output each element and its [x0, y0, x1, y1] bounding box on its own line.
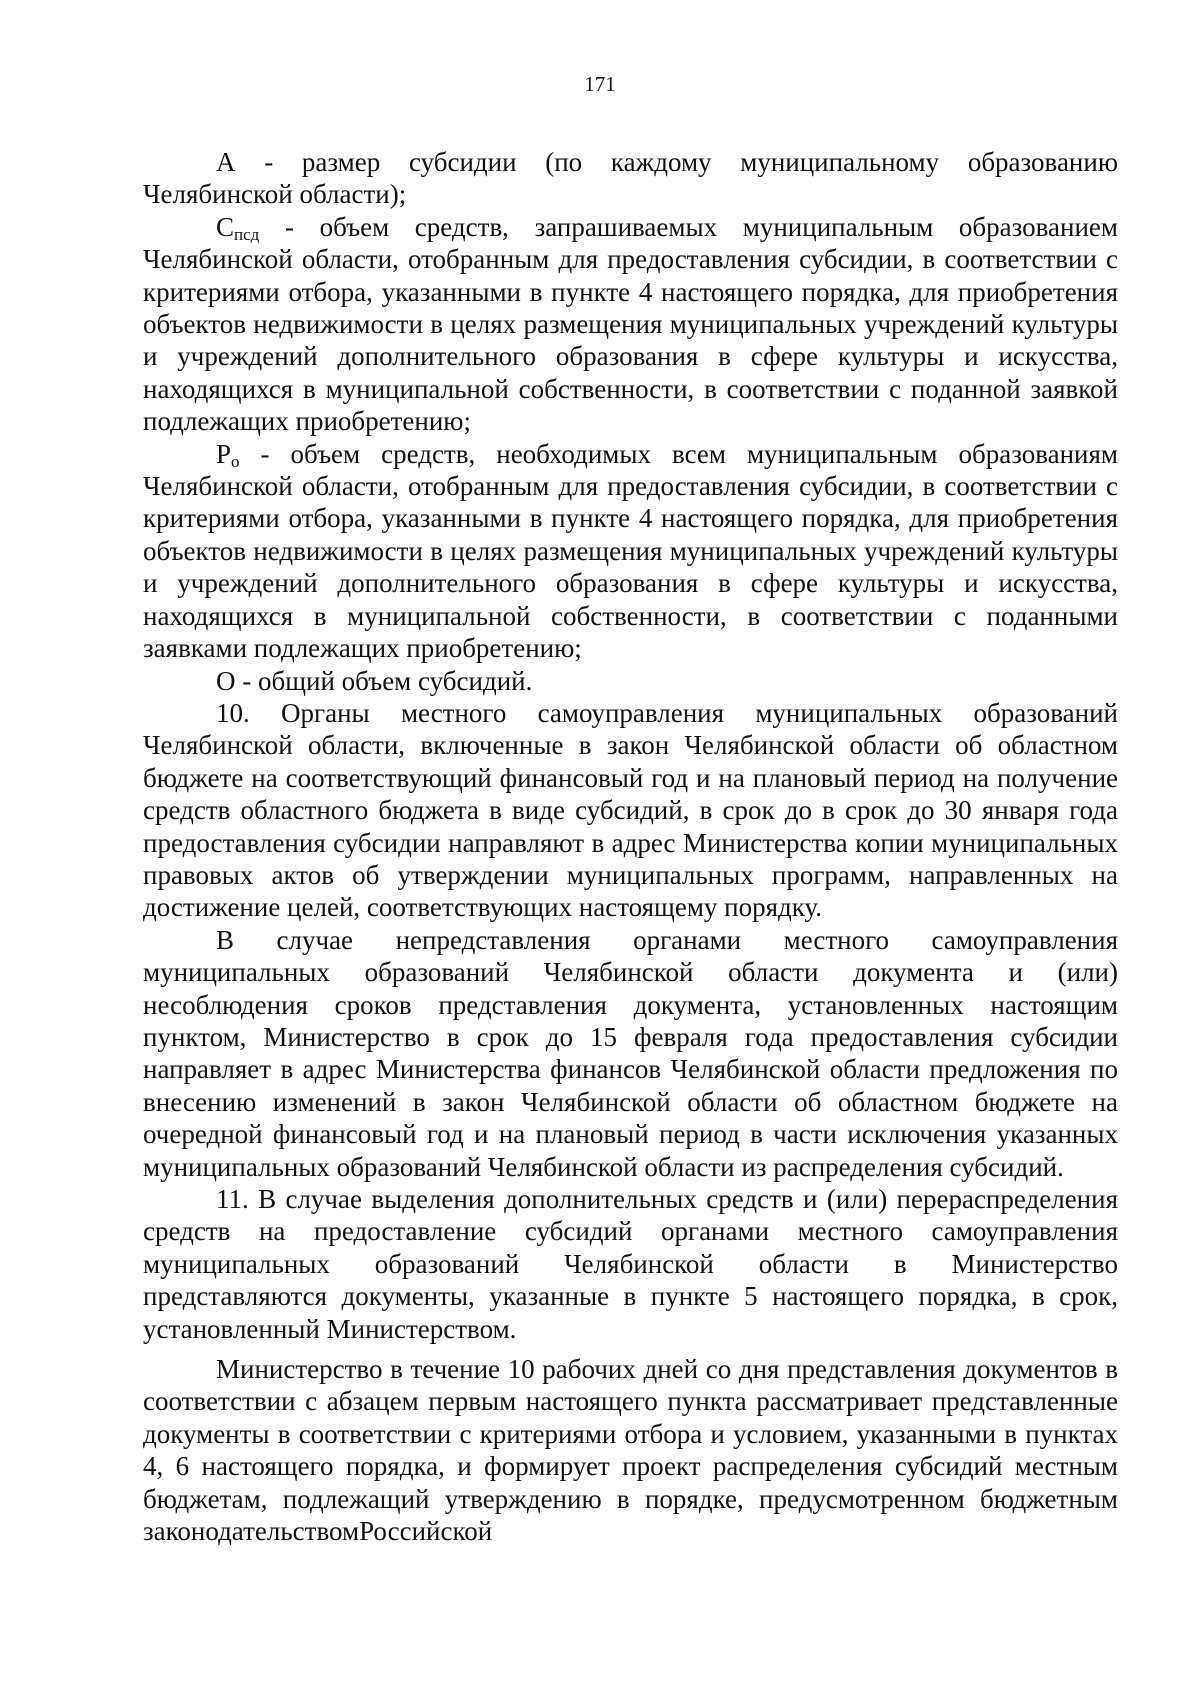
- page-number: 171: [584, 72, 616, 96]
- paragraph-clause-10-continued: [143, 924, 1118, 1183]
- paragraph-text: Органы местного самоуправления муниципальных образований Челябинской области, включенные в закон Челябинской области об областном бюджете на соответствующий финансовый год и на плановый период на получение средств областного бюджета в виде субсидий, в срок до в срок до 30 января года предоставления субсидии направляют в адрес Министерства копии муниципальных правовых актов об утверждении муниципальных программ, направленных на достижение целей, соответствующих настоящему порядку.: [143, 697, 1118, 923]
- paragraph-lead: 10.: [216, 697, 250, 728]
- paragraph-text: - общий объем субсидий.: [235, 665, 533, 696]
- paragraph-text: В случае выделения дополнительных средств и (или) перераспределения средств на предоставление субсидий органами местного самоуправления муниципальных образований Челябинской области в Министерство представляются документы, указанные в пункте 5 настоящего порядка, в срок, установленный Министерством.: [143, 1184, 1118, 1344]
- paragraph-lead: Министерство: [216, 1354, 383, 1385]
- paragraph-lead: С: [216, 211, 235, 242]
- subscript: о: [231, 451, 240, 471]
- paragraph-text: случае непредставления органами местного самоуправления муниципальных образований Челябинской области документа и (или) несоблюдения сроков представления документа, установленных настоящим пунктом, Министерство в срок до 15 февраля года предоставления субсидии направляет в адрес Министерства финансов Челябинской области предложения по внесению изменений в закон Челябинской области об областном бюджете на очередной финансовый год и на плановый период в части исключения указанных муниципальных образований Челябинской области из распределения субсидий.: [143, 924, 1118, 1182]
- paragraph-clause-11-continued: [143, 1353, 1118, 1547]
- paragraph-text: - размер субсидии (по каждому муниципальному образованию Челябинской области);: [143, 147, 1118, 210]
- paragraph-text: в течение 10 рабочих дней со дня представления документов в соответствии с абзацем первым настоящего пункта рассматривает представленные документы в соответствии с критериями отбора и условием, указанными в пунктах 4, 6 настоящего порядка, и формирует проект распределения субсидий местным бюджетам, подлежащий утверждению в порядке, предусмотренном бюджетным законодательствомРоссийской: [143, 1354, 1118, 1547]
- subscript: псд: [234, 224, 260, 244]
- paragraph-text: - объем средств, необходимых всем муниципальным образованиям Челябинской области, отобранным для предоставления субсидии, в соответствии с критериями отбора, указанными в пункте 4 настоящего порядка, для приобретения объектов недвижимости в целях размещения муниципальных учреждений культуры и учреждений дополнительного образования в сфере культуры и искусства, находящихся в муниципальной собственности, в соответствии с поданными заявками подлежащих приобретению;: [143, 438, 1118, 664]
- paragraph-definition-o: [143, 665, 1118, 697]
- paragraph-clause-10: [143, 697, 1118, 924]
- paragraph-definition-po: [143, 438, 1118, 665]
- paragraph-clause-11: [143, 1183, 1118, 1345]
- document-body: [143, 146, 1118, 1547]
- paragraph-text: - объем средств, запрашиваемых муниципальным образованием Челябинской области, отобранным для предоставления субсидии, в соответствии с критериями отбора, указанными в пункте 4 настоящего порядка, для приобретения объектов недвижимости в целях размещения муниципальных учреждений культуры и учреждений дополнительного образования в сфере культуры и искусства, находящихся в муниципальной собственности, в соответствии с поданной заявкой подлежащих приобретению;: [143, 211, 1118, 437]
- paragraph-lead: Р: [216, 438, 232, 469]
- paragraph-lead: О: [216, 665, 236, 696]
- paragraph-definition-a: [143, 146, 1118, 211]
- paragraph-lead: А: [216, 147, 236, 177]
- paragraph-definition-cpsd: [143, 211, 1118, 438]
- paragraph-lead: В: [216, 924, 235, 955]
- paragraph-lead: 11.: [216, 1184, 249, 1214]
